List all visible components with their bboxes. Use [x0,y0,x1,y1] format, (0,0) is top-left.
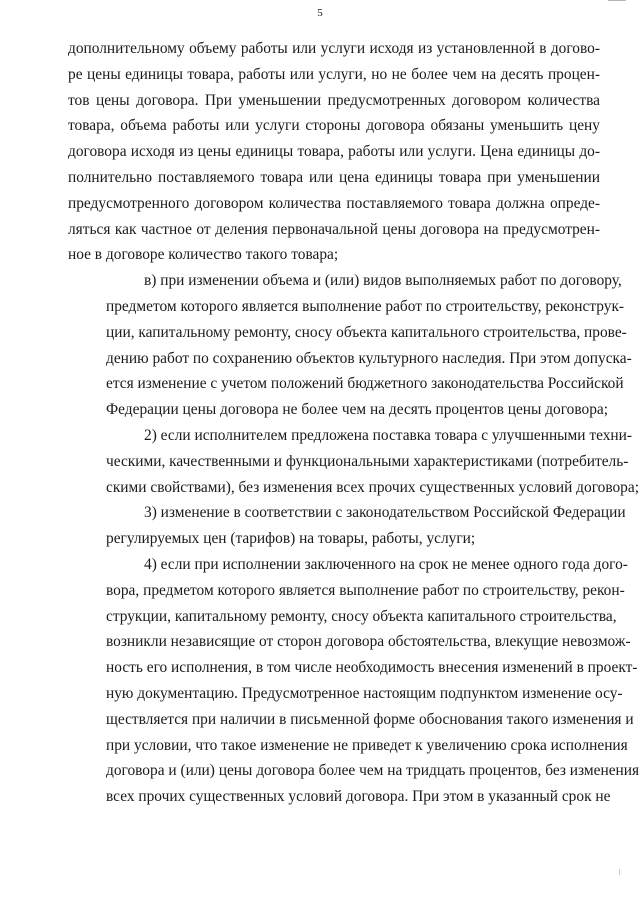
text-line: тов цены договора. При уменьшении предусмотренных договором количества [68,91,600,109]
text-line: договора и (или) цены договора более чем на тридцать процентов, без изменения [106,762,640,780]
text-line: Федерации цены договора не более чем на десять процентов цены договора; [106,401,609,419]
text-line: договора исходя из цены единицы товара, работы или услуги. Цена единицы до- [68,143,600,161]
paragraph-continuation [68,36,600,268]
text-line: дополнительному объему работы или услуги исходя из установленной в догово- [68,40,600,57]
text-line: 2) если исполнителем предложена поставка товара с улучшенными техни- [144,426,632,444]
text-line: ре цены единицы товара, работы или услуги, но не более чем на десять процен- [68,65,600,83]
text-line: 4) если при исполнении заключенного на срок не менее одного года дого- [144,555,628,573]
text-line: ческими, качественными и функциональными характеристиками (потребитель- [106,452,629,470]
text-line: скими свойствами), без изменения всех прочих существенных условий договора; [106,478,639,496]
text-line: вора, предметом которого является выполнение работ по строительству, рекон- [106,581,625,599]
paragraph-item-3 [68,500,626,552]
text-line: ное в договоре количество такого товара; [68,246,339,264]
scan-corner-mark [608,0,626,3]
text-line: возникли независящие от сторон договора обстоятельства, влекущие невозмож- [106,633,631,651]
paragraph-item-v [68,268,632,423]
text-line: ную документацию. Предусмотренное настоящим подпунктом изменение осу- [106,684,623,702]
text-line: ляться как частное от деления первоначальной цены договора на предусмотрен- [68,220,600,238]
text-line: при условии, что такое изменение не приведет к увеличению срока исполнения [106,736,628,754]
text-line: предметом которого является выполнение работ по строительству, реконструк- [106,297,625,315]
text-line: полнительно поставляемого товара или цена единицы товара при уменьшении [68,168,600,186]
text-line: всех прочих существенных условий договора. При этом в указанный срок не [106,788,611,806]
text-line: струкции, капитальному ремонту, сносу объекта капитального строительства, [106,607,617,625]
text-line: ции, капитальному ремонту, сносу объекта капитального строительства, прове- [106,323,627,341]
text-line: ность его исполнения, в том числе необходимость внесения изменений в проект- [106,659,638,677]
text-line: в) при изменении объема и (или) видов выполняемых работ по договору, [144,272,622,290]
text-line: ществляется при наличии в письменной форме обоснования такого изменения и [106,710,634,728]
text-line: 3) изменение в соответствии с законодательством Российской Федерации [144,504,626,522]
paragraph-item-2 [68,423,639,500]
text-line: товара, объема работы или услуги стороны договора обязаны уменьшить цену [68,117,600,135]
document-body [68,36,640,810]
text-line: регулируемых цен (тарифов) на товары, работы, услуги; [106,530,476,548]
text-line: дению работ по сохранению объектов культурного наследия. При этом допуска- [106,349,632,367]
text-line: ется изменение с учетом положений бюджетного законодательства Российской [106,375,624,393]
page-number: 5 [317,7,323,19]
paragraph-item-4 [68,552,640,810]
scan-edge-mark [619,869,620,875]
text-line: предусмотренного договором количества поставляемого товара должна опреде- [68,194,600,212]
